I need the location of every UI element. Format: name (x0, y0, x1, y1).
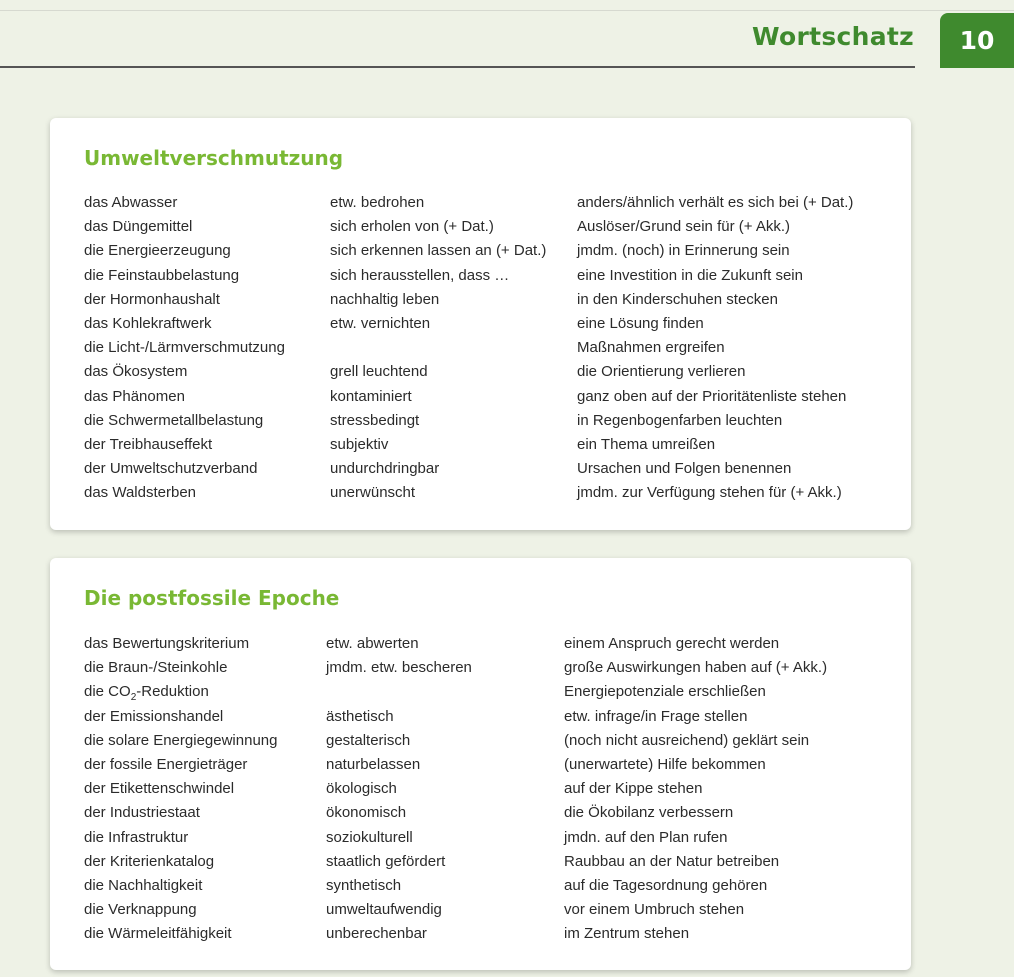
vocab-item: die Braun-/Steinkohle (84, 659, 228, 677)
vocab-item: ein Thema umreißen (577, 435, 716, 453)
vocab-item: etw. infrage/in Frage stellen (564, 707, 748, 725)
section-title: Umweltverschmutzung (84, 146, 344, 170)
vocab-item: sich herausstellen, dass … (330, 266, 510, 284)
vocab-item: in Regenbogenfarben leuchten (577, 411, 783, 429)
vocab-item: ästhetisch (326, 707, 394, 725)
vocab-item: synthetisch (326, 876, 402, 894)
vocab-item: auf der Kippe stehen (564, 780, 703, 798)
vocab-item: anders/ähnlich verhält es sich bei (+ Dat.) (577, 194, 854, 211)
vocab-item: der Emissionshandel (84, 707, 224, 725)
vocab-item: jmdm. etw. bescheren (326, 659, 472, 677)
section-title: Die postfossile Epoche (84, 586, 340, 610)
verbs-adjectives-column (326, 632, 472, 946)
vocab-item: das Bewertungskriterium (84, 635, 250, 652)
phrases-column (564, 632, 827, 946)
vocab-item-co2: die $CO_2$-Reduktion (84, 683, 209, 704)
vocab-item: undurchdringbar (330, 460, 440, 478)
vocab-item (326, 680, 472, 704)
vocab-item: die Verknappung (84, 901, 197, 919)
vocab-item: nachhaltig leben (330, 290, 440, 308)
vocab-item: unerwünscht (330, 484, 416, 502)
vocab-item: der fossile Energieträger (84, 755, 248, 773)
vocab-item: der Kriterienkatalog (84, 852, 215, 870)
vocab-item: der Etikettenschwindel (84, 780, 235, 798)
vocab-item: im Zentrum stehen (564, 925, 690, 943)
vocab-box-postfossile-epoche (50, 558, 911, 970)
nouns-column (84, 632, 277, 946)
vocab-item: etw. abwerten (326, 635, 419, 652)
vocab-item: ganz oben auf der Prioritätenliste stehen (577, 387, 847, 405)
verbs-adjectives-column (330, 191, 546, 505)
vocab-item: das Abwasser (84, 194, 178, 211)
vocab-item: Raubbau an der Natur betreiben (564, 852, 780, 870)
vocab-item: das Waldsterben (84, 484, 197, 502)
vocab-item: kontaminiert (330, 387, 412, 405)
vocab-item: gestalterisch (326, 731, 411, 749)
vocab-item: grell leuchtend (330, 363, 428, 381)
nouns-column (84, 191, 285, 505)
vocab-item: soziokulturell (326, 828, 413, 846)
page-title: Wortschatz (751, 22, 914, 51)
vocab-item: die Schwermetallbelastung (84, 411, 264, 429)
vocab-item: sich erholen von (+ Dat.) (330, 218, 494, 236)
vocab-item: das Phänomen (84, 387, 185, 405)
vocab-item: das Düngemittel (84, 218, 193, 236)
vocab-item: (unerwartete) Hilfe bekommen (564, 755, 766, 773)
vocab-item: ökonomisch (326, 804, 407, 822)
vocab-item: etw. vernichten (330, 314, 431, 332)
vocab-item (330, 336, 546, 360)
vocab-item: jmdm. zur Verfügung stehen für (+ Akk.) (577, 484, 842, 502)
vocab-item: Auslöser/Grund sein für (+ Akk.) (577, 218, 791, 236)
vocab-item: jmdm. (noch) in Erinnerung sein (577, 242, 790, 260)
vocab-item: die Ökobilanz verbessern (564, 804, 734, 822)
top-edge-line (0, 10, 1014, 11)
vocab-item: ökologisch (326, 780, 397, 798)
vocab-item: umweltaufwendig (326, 901, 442, 919)
vocab-item: die Wärmeleitfähigkeit (84, 925, 232, 943)
vocab-item: der Treibhauseffekt (84, 435, 213, 453)
vocab-box-umweltverschmutzung (50, 118, 911, 530)
vocab-item: die Nachhaltigkeit (84, 876, 203, 894)
vocab-item: einem Anspruch gerecht werden (564, 635, 780, 652)
vocab-item: staatlich gefördert (326, 852, 446, 870)
vocab-item: Energiepotenziale erschließen (564, 683, 766, 701)
vocab-item: der Industriestaat (84, 804, 200, 822)
vocab-item: die Orientierung verlieren (577, 363, 746, 381)
vocab-item: das Ökosystem (84, 363, 188, 381)
vocab-item: der Umweltschutzverband (84, 460, 258, 478)
vocab-item: stressbedingt (330, 411, 420, 429)
header-divider (0, 66, 915, 68)
vocab-item: sich erkennen lassen an (+ Dat.) (330, 242, 547, 260)
vocab-item: das Kohlekraftwerk (84, 314, 212, 332)
vocab-item: (noch nicht ausreichend) geklärt sein (564, 731, 810, 749)
vocab-item: die Licht-/Lärmverschmutzung (84, 339, 285, 357)
vocab-item: Ursachen und Folgen benennen (577, 460, 792, 478)
vocab-item: eine Investition in die Zukunft sein (577, 266, 803, 284)
vocab-item: naturbelassen (326, 755, 421, 773)
vocab-item: die Infrastruktur (84, 828, 189, 846)
vocab-item: unberechenbar (326, 925, 427, 943)
vocab-item: die solare Energiegewinnung (84, 731, 278, 749)
vocab-item: eine Lösung finden (577, 314, 704, 332)
vocab-item: große Auswirkungen haben auf (+ Akk.) (564, 659, 828, 677)
vocab-item: Maßnahmen ergreifen (577, 339, 725, 357)
vocab-item: subjektiv (330, 435, 389, 453)
vocab-item: vor einem Umbruch stehen (564, 901, 745, 919)
chapter-number-tab: 10 (940, 13, 1014, 68)
vocab-item: der Hormonhaushalt (84, 290, 220, 308)
vocab-item: die Feinstaubbelastung (84, 266, 240, 284)
vocab-item: etw. bedrohen (330, 194, 425, 211)
vocab-item: jmdn. auf den Plan rufen (564, 828, 728, 846)
vocab-item: auf die Tagesordnung gehören (564, 876, 768, 894)
vocab-item: die Energieerzeugung (84, 242, 231, 260)
phrases-column (577, 191, 853, 505)
vocab-item: in den Kinderschuhen stecken (577, 290, 778, 308)
